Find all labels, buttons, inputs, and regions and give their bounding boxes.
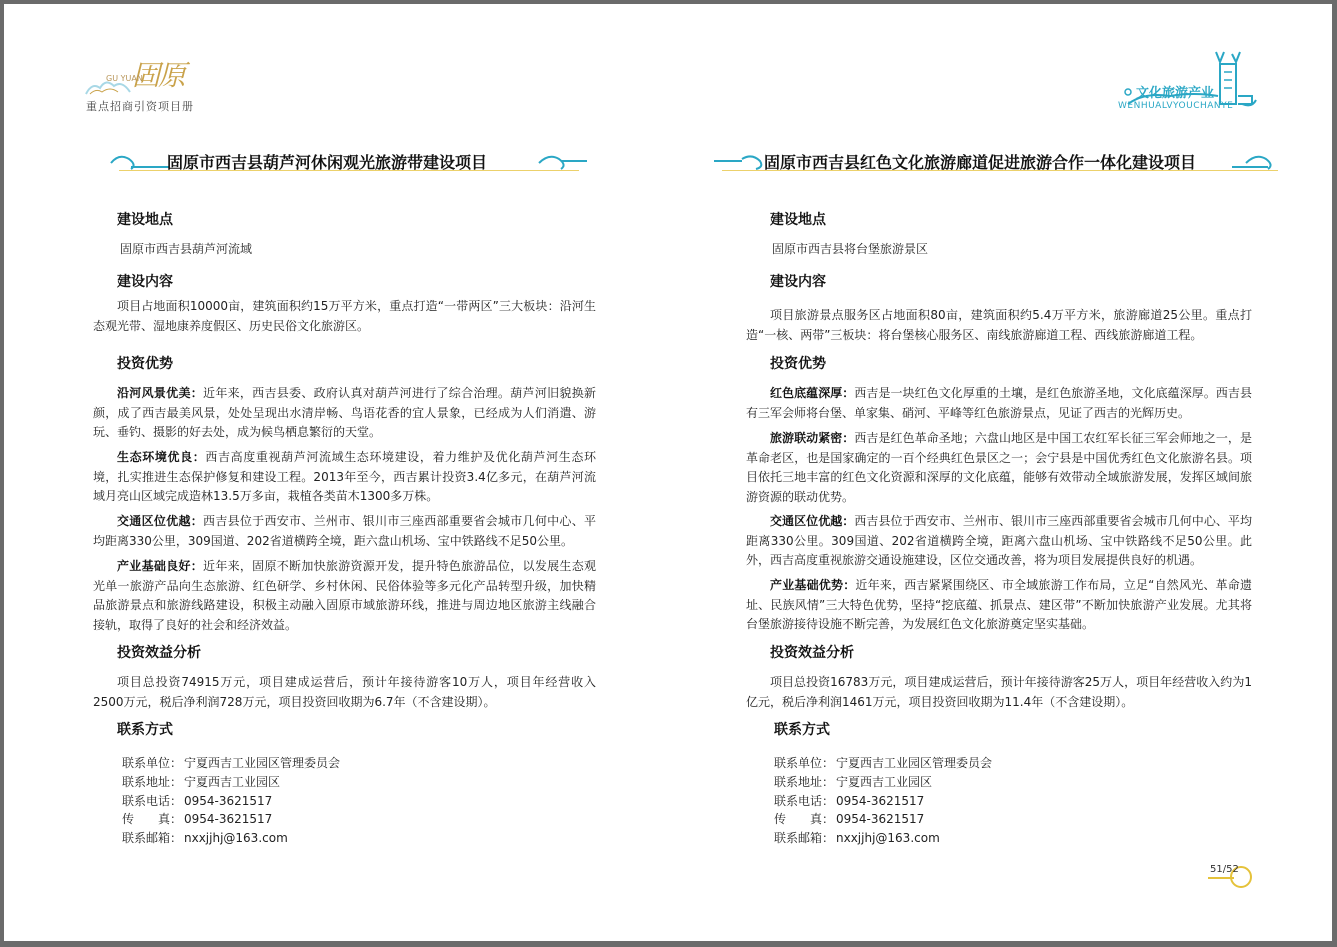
- right-content-head: 建设内容: [770, 271, 826, 291]
- right-contact-head: 联系方式: [774, 719, 830, 739]
- left-benefit-text: 项目总投资74915万元，项目建成运营后，预计年接待游客10万人，项目年经营收入2500万元，税后净利润728万元，项目投资回收期为6.7年（不含建设期）。: [93, 675, 596, 709]
- right-benefit-text: 项目总投资16783万元，项目建成运营后，预计年接待游客25万人，项目年经营收入约为1亿元，税后净利润1461万元，项目投资回收期为11.4年（不含建设期）。: [746, 675, 1252, 709]
- left-contact-fax: 传 真： 0954-3621517: [122, 812, 273, 826]
- right-contact-address: 联系地址： 宁夏西吉工业园区: [774, 775, 933, 789]
- category-pinyin: WENHUALVYOUCHANYE: [1118, 101, 1234, 111]
- right-contact-email: 联系邮箱： nxxjjhj@163.com: [774, 831, 940, 845]
- left-location-text: 固原市西吉县葫芦河流域: [120, 242, 253, 256]
- right-adv-4: 产业基础优势：近年来，西吉紧紧围绕区、市全域旅游工作布局，立足“自然风光、革命遗址、民族风情”三大特色优势，坚持“挖底蕴、抓景点、建区带”不断加快旅游产业发展。尤其将台堡旅游接待设施不断完善，为发展红色文化旅游奠定坚实基础。: [746, 578, 1252, 631]
- left-adv-3: 交通区位优越：西吉县位于西安市、兰州市、银川市三座西部重要省会城市几何中心、平均距离330公里，309国道、202省道横跨全境，距六盘山机场、宝中铁路线不足50公里。: [93, 514, 596, 548]
- left-contact-unit: 联系单位： 宁夏西吉工业园区管理委员会: [122, 756, 341, 770]
- left-location-head: 建设地点: [117, 209, 173, 229]
- logo-text: 固原: [132, 59, 185, 92]
- left-adv-2: 生态环境优良：西吉高度重视葫芦河流域生态环境建设，着力维护及优化葫芦河生态环境，扎实推进生态保护修复和建设工程。2013年至今，西吉累计投资3.4亿多元，在葫芦河流域月亮山区域完成造林13.5万多亩，栽植各类苗木1300多万株。: [93, 450, 596, 503]
- left-contact-email: 联系邮箱： nxxjjhj@163.com: [122, 831, 288, 845]
- right-content-text: 项目旅游景点服务区占地面积80亩，建筑面积约5.4万平方米，旅游廊道25公里。重点打造“一核、两带”三板块：将台堡核心服务区、南线旅游廊道工程、西线旅游廊道工程。: [746, 308, 1252, 342]
- left-adv-4: 产业基础良好：近年来，固原不断加快旅游资源开发，提升特色旅游品位，以发展生态观光单一旅游产品向生态旅游、红色研学、乡村休闲、民俗体验等多元化产品转型升级，加快精品旅游景点和旅游线路建设，积极主动融入固原市域旅游环线，推进与周边地区旅游主线融合接轨，取得了良好的社会和经济效益。: [93, 559, 596, 632]
- right-project-title: 固原市西吉县红色文化旅游廊道促进旅游合作一体化建设项目: [764, 153, 1197, 172]
- book-title: 重点招商引资项目册: [86, 100, 194, 113]
- right-location-head: 建设地点: [770, 209, 826, 229]
- right-adv-3: 交通区位优越：西吉县位于西安市、兰州市、银川市三座西部重要省会城市几何中心、平均距离330公里。309国道、202省道横跨全境，距离六盘山机场、宝中铁路线不足50公里。此外，西吉高度重视旅游交通设施建设，区位交通改善，将为项目发展提供良好的机遇。: [746, 514, 1252, 567]
- right-contact-unit: 联系单位： 宁夏西吉工业园区管理委员会: [774, 756, 993, 770]
- right-contact-phone: 联系电话： 0954-3621517: [774, 794, 925, 808]
- right-benefit-head: 投资效益分析: [770, 642, 854, 662]
- left-contact-head: 联系方式: [117, 719, 173, 739]
- left-advantage-head: 投资优势: [117, 353, 173, 373]
- right-adv-2: 旅游联动紧密：西吉是红色革命圣地；六盘山地区是中国工农红军长征三军会师地之一，是革命老区，也是国家确定的一百个经典红色景区之一；会宁县是中国优秀红色文化旅游名县。项目依托三地丰富的红色文化资源和深厚的文化底蕴，能够有效带动全域旅游发展，发挥区域间旅游资源的联动优势。: [746, 431, 1252, 504]
- left-content-head: 建设内容: [117, 271, 173, 291]
- left-content-text: 项目占地面积10000亩，建筑面积约15万平方米，重点打造“一带两区”三大板块：沿河生态观光带、湿地康养度假区、历史民俗文化旅游区。: [93, 299, 596, 333]
- left-adv-1: 沿河风景优美：近年来，西吉县委、政府认真对葫芦河进行了综合治理。葫芦河旧貌换新颜，成了西吉最美风景，处处呈现出水清岸畅、鸟语花香的宜人景象，已经成为人们消遣、游玩、垂钓、摄影的好去处，成为候鸟栖息繁衍的天堂。: [93, 386, 596, 439]
- left-contact-phone: 联系电话： 0954-3621517: [122, 794, 273, 808]
- right-location-text: 固原市西吉县将台堡旅游景区: [772, 242, 929, 256]
- category-title: 文化旅游产业: [1136, 86, 1215, 101]
- right-adv-1: 红色底蕴深厚：西吉是一块红色文化厚重的土壤，是红色旅游圣地，文化底蕴深厚。西吉县有三军会师将台堡、单家集、硝河、平峰等红色旅游景点，见证了西吉的光辉历史。: [746, 386, 1252, 420]
- right-contact-fax: 传 真： 0954-3621517: [774, 812, 925, 826]
- right-advantage-head: 投资优势: [770, 353, 826, 373]
- left-project-title: 固原市西吉县葫芦河休闲观光旅游带建设项目: [167, 153, 488, 172]
- left-benefit-head: 投资效益分析: [117, 642, 201, 662]
- page-number: 51/52: [1210, 864, 1239, 875]
- category-badge: [1114, 48, 1264, 118]
- left-contact-address: 联系地址： 宁夏西吉工业园区: [122, 775, 281, 789]
- brand-logo-left: [84, 54, 204, 114]
- logo-subtext: GU YUAN: [106, 74, 143, 83]
